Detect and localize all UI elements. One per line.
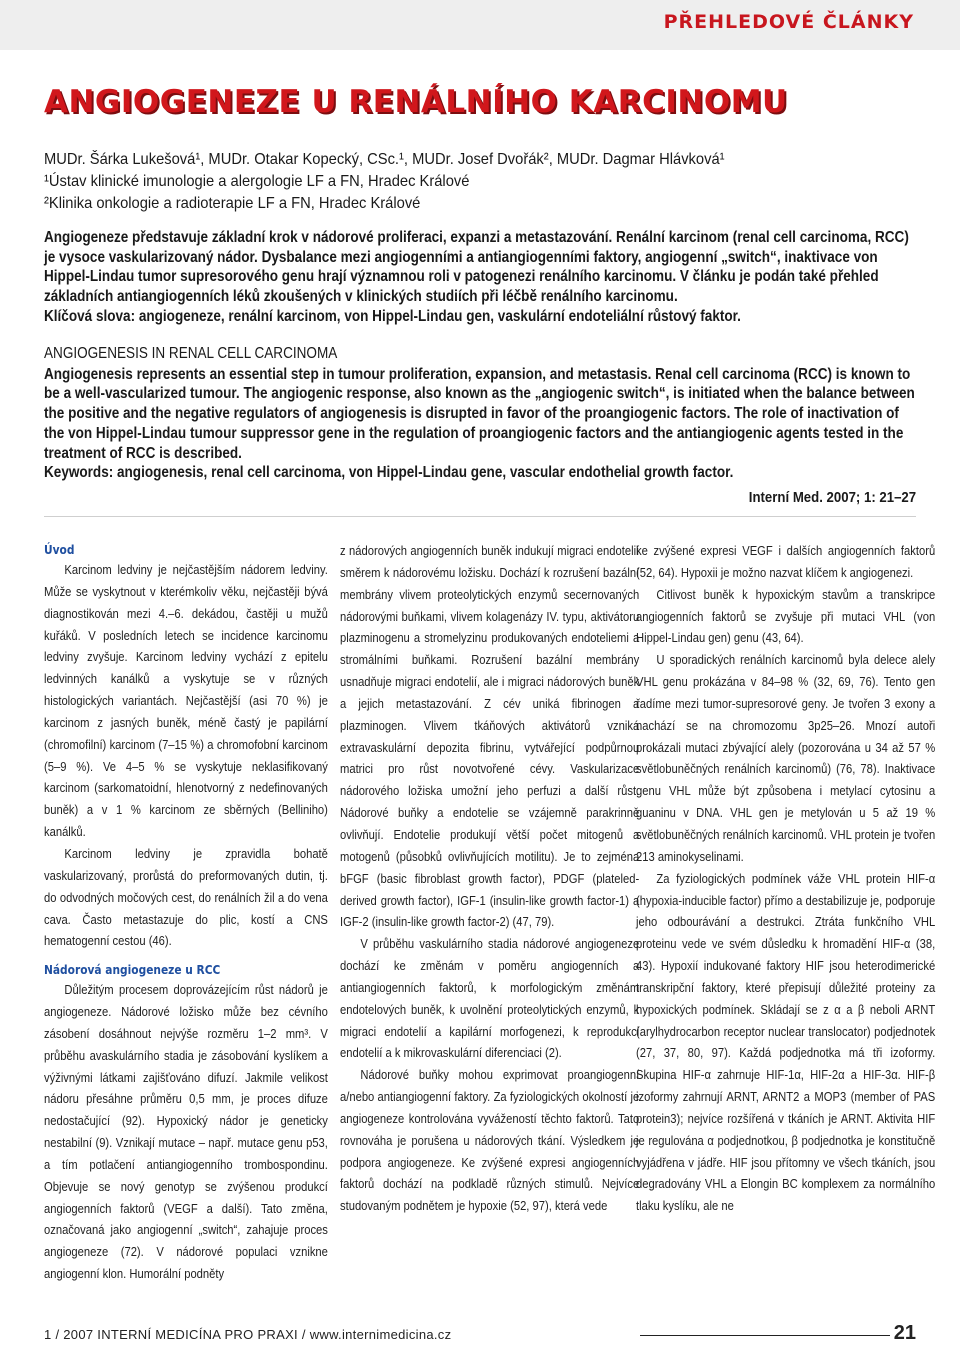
- author-list: MUDr. Šárka Lukešová¹, MUDr. Otakar Kopecký, CSc.¹, MUDr. Josef Dvořák², MUDr. Dagmar Hlávková¹: [44, 151, 725, 168]
- citation: Interní Med. 2007; 1: 21–27: [748, 489, 916, 506]
- page-footer: [0, 1322, 960, 1344]
- abstract-cz-text: Angiogeneze představuje základní krok v nádorové proliferaci, expanzi a metastazování. Renální karcinom (renal cell carcinoma, RCC) je vysoce vaskularizovaný nádor. Dysbalance mezi angiogenními a antiangiogenními faktory, angiogenní „switch“, inaktivace von Hippel-Lindau tumor supresorového genu hrají významnou roli v patogenezi renálního karcinomu. V článku je podán také přehled základních antiangiogenních léků zkoušených v klinických studiích při léčbě renálního karcinomu.: [44, 229, 909, 306]
- heading-tumor-angiogenesis: Nádorová angiogeneze u RCC: [44, 962, 221, 978]
- english-title: ANGIOGENESIS IN RENAL CELL CARCINOMA: [44, 345, 338, 362]
- keywords-cz: Klíčová slova: angiogeneze, renální karcinom, von Hippel-Lindau gen, vaskulární endoteliální růstový faktor.: [44, 307, 741, 325]
- divider: [44, 516, 916, 517]
- abstract-english: [44, 344, 915, 483]
- paragraph: U sporadických renálních karcinomů byla delece alely VHL genu prokázána v 84–98 % (32, 69, 76). Tento gen řadíme mezi tumor-supresorové geny. Je tvořen 3 exony a nachází se na chromozomu 3p25–26. Mnozí autoři prokázali mutaci zbývající alely (pozorována u 34 až 57 % světlobuněčných renálních karcinomů) (76, 78). Inaktivace genu VHL může být způsobena i metylací cytosinu a guaninu v DNA. VHL gen je metylován u 5 až 19 % světlobuněčných renálních karcinomů. VHL protein je tvořen 213 aminokyselinami.: [636, 652, 936, 864]
- paragraph: z nádorových angiogenních buněk indukují migraci endotelií směrem k nádorovému ložisku. Dochází k rozrušení bazální membrány vlivem proteolytických enzymů secernovaných nádorovými buňkami, vlivem kolagenázy IV. typu, aktivátoru plazminogenu a stromelyzinu produkovaných endoteliemi a stromálními buňkami. Rozrušení bazální membrány usnadňuje migraci endotelií, ale i migraci nádorových buněk a jejich metastazování. Z cév uniká fibrinogen a plazminogen. Vlivem tkáňových aktivátorů vzniká extravaskulární depozita fibrinu, vytvářející podpůrnou matrici pro růst novotvořené cévy. Vaskularizace nádorového ložiska umožní jeho perfuzi a další růst. Nádorové buňky a endotelie se vzájemně parakrinně ovlivňují. Endotelie produkují větší počet mitogenů a motogenů (působků ovlivňujících motilitu). Je to zejména bFGF (basic fibroblast growth factor), PDGF (plateled-derived growth factor), IGF-1 (insulin-like growth factor-1) a IGF-2 (insulin-like growth factor-2) (47, 79).: [340, 543, 640, 930]
- paragraph: Citlivost buněk k hypoxickým stavům a transkripce angiogenních faktorů se zvyšuje při mutaci VHL (von Hippel-Lindau gen) genu (43, 64).: [636, 586, 936, 646]
- paragraph: Za fyziologických podmínek váže VHL protein HIF-α (hypoxia-inducible factor) přímo a destabilizuje je, podporuje jeho odbourávání a destrukci. Ztráta funkčního VHL proteinu vede ve svém důsledku k hromadění HIF-α (38, 43). Hypoxií indukované faktory HIF jsou heterodimerické transkripční faktory, které přepisují důležité proteiny za hypoxických podmínek. Skládají se z α a β neboli ARNT (arylhydrocarbon receptor nuclear translocator) podjednotek (27, 37, 80, 97). Každá podjednotka má tři izoformy. Skupina HIF-α zahrnuje HIF-1α, HIF-2α a HIF-3α. HIF-β izoformy zahrnují ARNT, ARNT2 a MOP3 (member of PAS protein3); nejvíce rozšířená v tkáních je ARNT. Aktivita HIF je regulována α podjednotkou, β podjednotka je konstitučně vyjádřena v jádře. HIF jsou přítomny ve všech tkáních, jsou degradovány VHL a Elongin BC komplexem za normálního tlaku kyslíku, ale ne: [636, 870, 936, 1214]
- paragraph: Karcinom ledviny je zpravidla bohatě vaskularizovaný, prorůstá do preformovaných dutin, tj. do odvodných močových cest, do renálních žil a do vena cava. Často metastazuje do plic, kostí a CNS hematogenní cestou (46).: [44, 845, 328, 949]
- abstract-czech: [44, 228, 915, 327]
- keywords-en: Keywords: angiogenesis, renal cell carcinoma, von Hippel-Lindau gene, vascular endothelial growth factor.: [44, 464, 734, 482]
- section-label: PŘEHLEDOVÉ ČLÁNKY: [663, 11, 914, 33]
- column-3: [636, 540, 936, 1217]
- affiliation-1: ¹Ústav klinické imunologie a alergologie LF a FN, Hradec Králové: [44, 173, 470, 190]
- page-number: 21: [893, 1322, 916, 1344]
- footer-rule: [640, 1335, 890, 1336]
- column-2: [340, 540, 640, 1217]
- affiliation-2: ²Klinika onkologie a radioterapie LF a FN, Hradec Králové: [44, 195, 421, 212]
- column-1: [44, 540, 344, 1285]
- paragraph: V průběhu vaskulárního stadia nádorové angiogeneze dochází ke změnám v poměru angiogenních a antiangiogenních faktorů, k morfologickým změnám endotelových buněk, k uvolnění proteolytických enzymů, k migraci endotelií a kapilární morfogenezi, k reprodukci endotelií a k mikrovaskulární diferenciaci (2).: [340, 936, 640, 1061]
- paragraph: ke zvýšené expresi VEGF i dalších angiogenních faktorů (52, 64). Hypoxii je možno nazvat klíčem k angiogenezi.: [636, 543, 936, 580]
- paragraph: Karcinom ledviny je nejčastějším nádorem ledviny. Může se vyskytnout v kterémkoliv věku, nejčastěji bývá diagnostikován mezi 4.–6. dekádou, častěji u mužů kuřáků. V posledních letech se incidence karcinomu ledviny zvyšuje. Karcinom ledviny vychází z epitelu ledvinných kanálků a vyskytuje se v různých histologických variantách. Nejčastější (asi 70 %) je karcinom z jasných buněk, méně častý je papilární (chromofilní) karcinom (7–15 %) a chromofobní karcinom (5–9 %). Ve 4–5 % se vyskytuje neklasifikovaný karcinom (sarkomatoidní, hlenotvorný z nedefinovaných buněk) a v 1 % karcinom ze sběrných (Belliniho) kanálků.: [44, 562, 328, 840]
- article-title: ANGIOGENEZE U RENÁLNÍHO KARCINOMU: [44, 84, 788, 120]
- paragraph: Nádorové buňky mohou exprimovat proangiogenní a/nebo antiangiogenní faktory. Za fyziologických okolností je angiogeneze kontrolována vyvážeností těchto faktorů. Tato rovnováha je porušena u nádorových tkání. Výsledkem je podpora angiogeneze. Ke zvýšené expresi angiogenních faktorů dochází na podkladě různých stimulů. Nejvíce studovaným podnětem je hypoxie (52, 97), která vede: [340, 1067, 640, 1214]
- paragraph: Důležitým procesem doprovázejícím růst nádorů je angiogeneze. Nádorové ložisko může bez cévního zásobení dosáhnout nejvýše rozměru 1–2 mm³. V průběhu avaskulárního stadia je zásobování kyslíkem a výživnými látkami zajišťováno difuzí. Jakmile velikost nádoru přesáhne průměru 0,5 mm, je proces difuze nedostačující (92). Hypoxický nádor je geneticky nestabilní (9). Vznikají mutace – např. mutace genu p53, a tím potlačení antiangiogenního trombospondinu. Objevuje se nový genotyp se zvýšenou produkcí angiogenních faktorů (VEGF a další). Tato změna, označovaná jako angiogenní „switch“, zahajuje proces angiogeneze (72). V nádorové populaci vznikne angiogenní klon. Humorální podněty: [44, 982, 328, 1282]
- abstract-en-text: Angiogenesis represents an essential step in tumour proliferation, expansion, and metastasis. Renal cell carcinoma (RCC) is known to be a well-vascularized tumour. The angiogenic response, also known as the „angiogenic switch“, is initiated when the balance between the positive and the negative regulators of angiogenesis is disrupted in favor of the proangiogenic factors. The role of inactivation of the von Hippel-Lindau tumour suppressor gene in the regulation of proangiogenic factors and the antiangiogenic agents tested in the treatment of RCC is described.: [44, 365, 915, 462]
- footer-text: 1 / 2007 INTERNÍ MEDICÍNA PRO PRAXI / www.internimedicina.cz: [44, 1327, 452, 1342]
- heading-uvod: Úvod: [44, 542, 75, 557]
- section-header-bar: [0, 0, 960, 50]
